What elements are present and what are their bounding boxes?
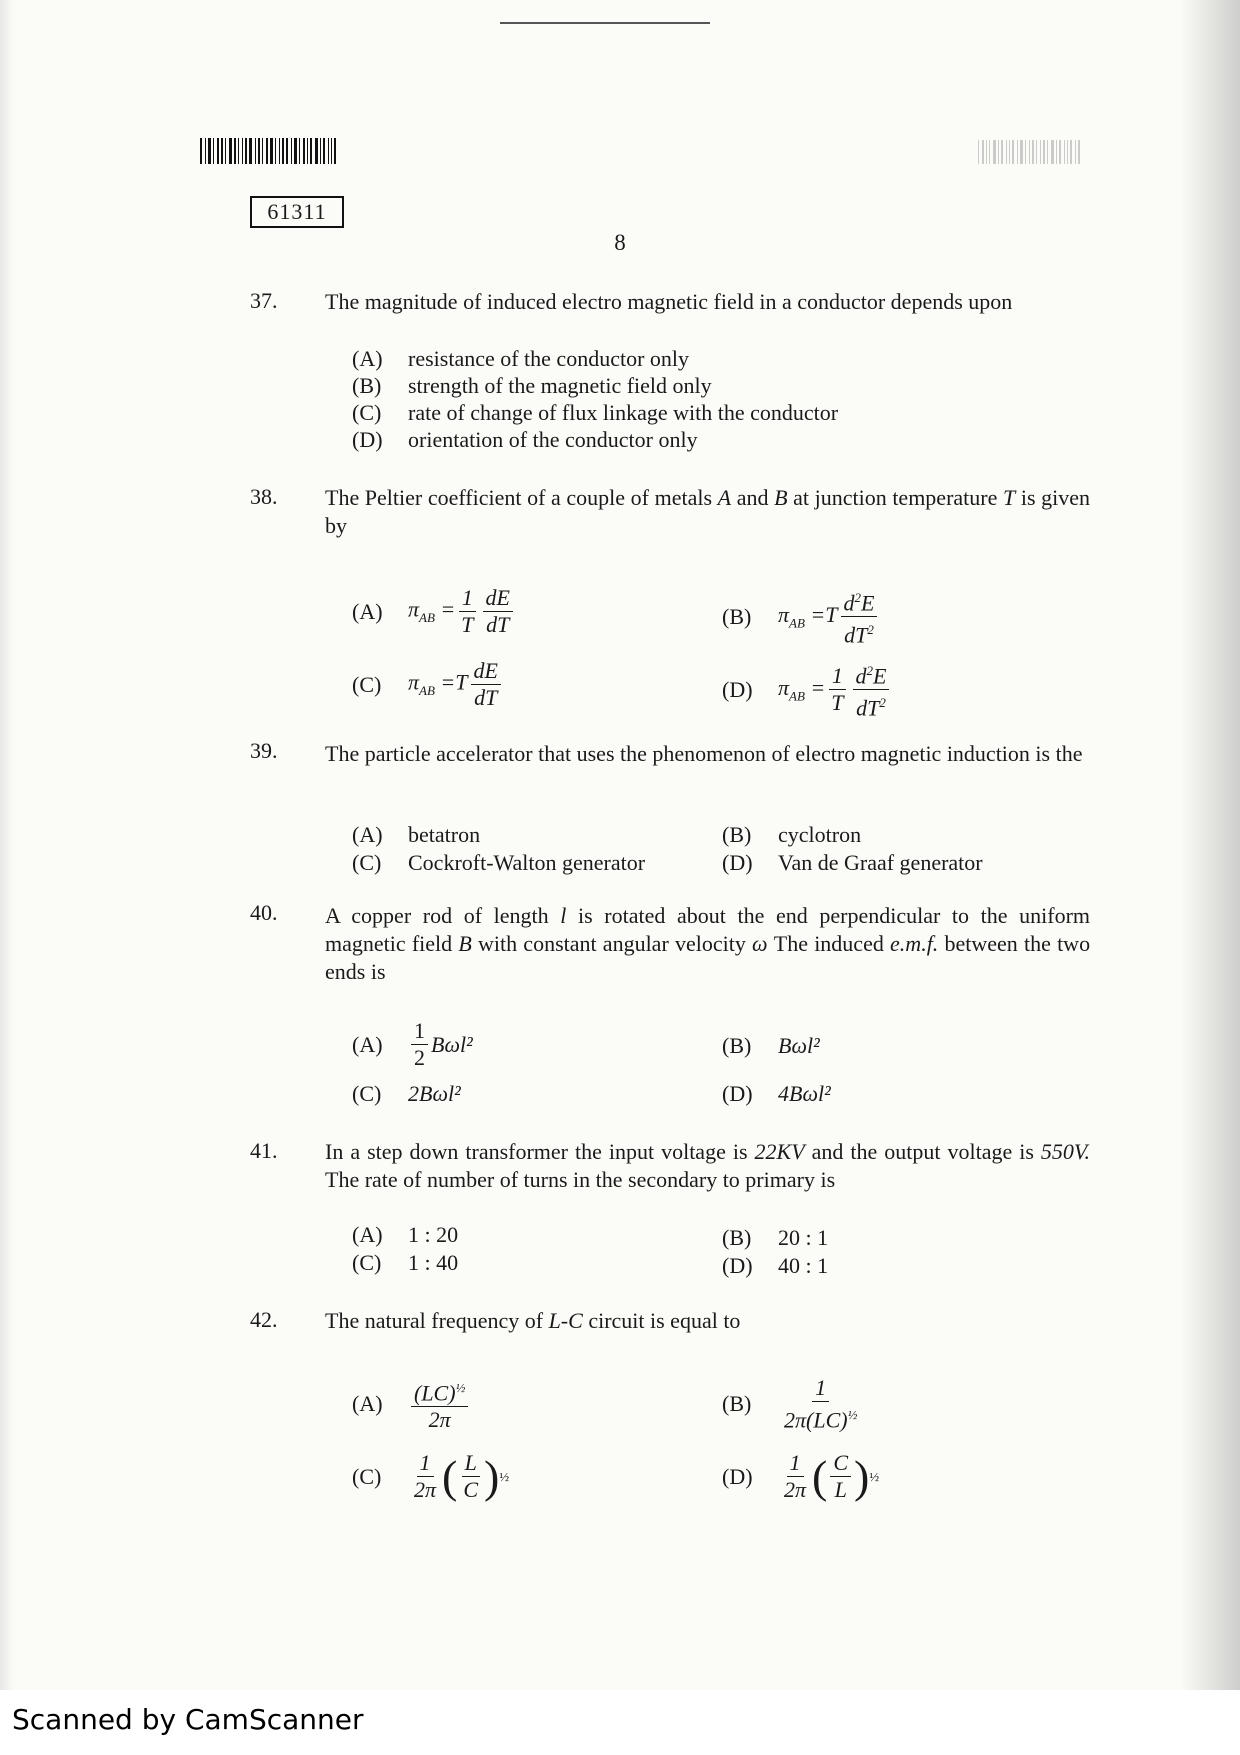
text-run: The rate of number of turns in the secondary to primary is (325, 1167, 836, 1192)
option-text: rate of change of flux linkage with the conductor (408, 400, 839, 425)
formula: $\pi_{AB}$ = $\frac{1}{T}$ $\frac{d^2E}{dT^2}$ (778, 658, 892, 722)
option (722, 1033, 820, 1059)
option-text: Cockroft-Walton generator (408, 850, 646, 875)
barcode-bar (1051, 140, 1054, 164)
option-label: (B) (722, 1391, 752, 1417)
option (352, 1018, 473, 1071)
option: (D) $\frac{1}{2\pi}$ ( $\frac{C}{L}$ ) ½ (722, 1450, 880, 1502)
question-number: 40. (250, 900, 278, 925)
barcode-bar (310, 138, 312, 164)
option-text: resistance of the conductor only (408, 346, 690, 371)
option-label: (A) (352, 1222, 383, 1247)
option-text: 2Bωl² (408, 1081, 461, 1106)
option (722, 1375, 863, 1433)
formula: $\pi_{AB} =T$ $\frac{d^2E}{dT^2}$ (778, 585, 880, 649)
barcode-bar (986, 140, 987, 164)
paper-code-box: 61311 (250, 196, 344, 228)
option-label: (A) (352, 822, 383, 847)
option (352, 372, 838, 399)
barcode-bar (328, 138, 329, 164)
option-label: (C) (352, 1250, 382, 1275)
symbol-emf: e.m.f. (890, 931, 939, 956)
barcode-bar (225, 138, 226, 164)
barcode-bar (249, 138, 252, 164)
barcode-bar (234, 138, 236, 164)
text-run: The induced (773, 931, 884, 956)
option-label: (D) (722, 1463, 753, 1489)
barcode-bar (1036, 140, 1037, 164)
option-label: (D) (722, 1253, 753, 1278)
barcode-bar (315, 138, 318, 164)
option-label: (C) (352, 400, 382, 425)
option-label: (B) (722, 1033, 752, 1058)
option-text: 4Bωl² (778, 1081, 831, 1106)
barcode-bar (255, 138, 256, 164)
text-run: with constant angular velocity (478, 931, 746, 956)
options-list (352, 345, 838, 453)
barcode-bar (989, 140, 990, 164)
option (352, 1222, 458, 1248)
option-label: (A) (352, 1031, 383, 1057)
barcode-bar (242, 138, 243, 164)
text-run: and the output voltage is (811, 1139, 1034, 1164)
barcode-bar (200, 138, 202, 164)
option-text: cyclotron (778, 822, 862, 847)
formula: $\pi_{AB}$ = $\frac{1}{T}$ $\frac{dE}{dT}$ (408, 585, 516, 638)
barcode-bar (1017, 140, 1018, 164)
text-run: at junction temperature (793, 485, 998, 510)
option (722, 658, 892, 722)
option-label: (D) (722, 1081, 753, 1106)
camscanner-watermark: Scanned by CamScanner (0, 1690, 1240, 1755)
barcode-bar (275, 138, 276, 164)
text-run: is rotated about the end perpendicular to the uniform magnetic field (325, 903, 1091, 956)
option (352, 658, 504, 711)
option-text: 1 : 40 (408, 1250, 459, 1275)
option-label: (D) (722, 850, 753, 875)
option (722, 822, 861, 848)
option (352, 822, 480, 848)
option-text: Van de Graaf generator (778, 850, 983, 875)
symbol-b: B (774, 485, 788, 510)
formula: $\pi_{AB} =T$ $\frac{dE}{dT}$ (408, 658, 504, 711)
barcode-bar (294, 138, 297, 164)
text-run: The Peltier coefficient of a couple of metals (325, 485, 713, 510)
option-label: (B) (722, 603, 752, 629)
barcode-bar (270, 138, 273, 164)
barcode-bar (262, 138, 263, 164)
barcode-bar (1043, 140, 1045, 164)
barcode-bar (217, 138, 219, 164)
question-number: 39. (250, 738, 278, 763)
barcode-bar (303, 138, 305, 164)
option (352, 1081, 461, 1107)
option: (C) $\frac{1}{2\pi}$ ( $\frac{L}{C}$ ) ½ (352, 1450, 510, 1502)
text-run: and (736, 485, 769, 510)
option-text: 40 : 1 (778, 1253, 829, 1278)
barcode-bar (331, 138, 332, 164)
formula: $\frac{1}{2\pi}$ (414, 1450, 437, 1502)
option (722, 1081, 831, 1107)
option-label: (D) (722, 676, 753, 702)
top-rule (500, 22, 710, 24)
barcode-bar (286, 138, 288, 164)
barcode-bar (323, 138, 325, 164)
symbol-l: l (560, 903, 567, 928)
barcode-bar (229, 138, 232, 164)
option (722, 1225, 828, 1251)
option-text: Bωl² (431, 1031, 473, 1057)
option-label: (B) (352, 373, 382, 398)
barcode-bar (221, 138, 223, 164)
option (352, 426, 838, 453)
barcode-bar (299, 138, 300, 164)
barcode-bar (1020, 140, 1023, 164)
symbol-t: T (1002, 485, 1016, 510)
question-number: 42. (250, 1307, 278, 1332)
barcode-bar (1009, 140, 1010, 164)
option-text: betatron (408, 822, 481, 847)
option-text: 1 : 20 (408, 1222, 459, 1247)
option-label: (C) (352, 1463, 382, 1489)
option (352, 1375, 471, 1433)
barcode-bar (1059, 140, 1061, 164)
question-text (325, 1138, 1090, 1194)
barcode-bar (205, 138, 206, 164)
option-text: Bωl² (778, 1033, 820, 1058)
option-label: (A) (352, 598, 383, 624)
symbol-a: A (717, 485, 732, 510)
barcode-bar (1029, 140, 1030, 164)
question-text (325, 484, 1090, 540)
text-run: The natural frequency of (325, 1308, 544, 1333)
symbol-omega: ω (752, 931, 768, 956)
barcode-bar (245, 138, 247, 164)
barcode-bar (1006, 140, 1007, 164)
question-number: 41. (250, 1138, 278, 1163)
question-text: The particle accelerator that uses the phenomenon of electro magnetic induction is the (325, 741, 1083, 766)
barcode-bar (982, 140, 984, 164)
option-label: (D) (352, 427, 383, 452)
option-label: (C) (352, 1081, 382, 1106)
option-label: (B) (722, 822, 752, 847)
symbol-b: B (458, 931, 472, 956)
option-text: strength of the magnetic field only (408, 373, 712, 398)
barcode-bar (1012, 140, 1014, 164)
barcode-bar (258, 138, 260, 164)
barcode-bar (213, 138, 214, 164)
barcode-bar (334, 138, 336, 164)
symbol-lc: L-C (548, 1308, 583, 1333)
option-text: orientation of the conductor only (408, 427, 698, 452)
barcode-bar (993, 140, 996, 164)
option-text: 20 : 1 (778, 1225, 829, 1250)
formula-fraction: $\frac{1}{2}$ (411, 1018, 428, 1071)
barcode-bar (291, 138, 292, 164)
question-text (325, 1307, 1090, 1335)
barcode-bar (998, 140, 999, 164)
question-number: 38. (250, 484, 278, 509)
text-run: In a step down transformer the input voltage is (325, 1139, 748, 1164)
option (722, 850, 983, 876)
formula: $\frac{1}{2\pi}$ (784, 1450, 807, 1502)
option-label: (C) (352, 850, 382, 875)
barcode-bar (1040, 140, 1041, 164)
option (352, 1250, 458, 1276)
option (722, 585, 880, 649)
page-number: 8 (614, 230, 626, 255)
text-run: A copper rod of length (325, 903, 549, 928)
option-label: (C) (352, 671, 382, 697)
text-run: is given by (325, 485, 1091, 538)
option-label: (B) (722, 1225, 752, 1250)
formula: $\frac{1}{2\pi(LC)^{\frac{1}{2}}}$ (784, 1375, 858, 1433)
text-run: circuit is equal to (588, 1308, 741, 1333)
input-voltage: 22KV (754, 1139, 805, 1164)
option (722, 1253, 828, 1279)
barcode-bar (978, 140, 979, 164)
barcode-bar (1047, 140, 1048, 164)
barcode-bar (1070, 140, 1072, 164)
barcode-bar (1067, 140, 1068, 164)
question-number: 37. (250, 288, 278, 313)
option-label: (A) (352, 346, 383, 371)
barcode-bar (320, 138, 321, 164)
barcode-bar (1064, 140, 1065, 164)
barcode-bar (208, 138, 211, 164)
barcode-image (200, 138, 360, 164)
question-text (325, 902, 1090, 986)
text-run: between the two ends is (325, 931, 1091, 984)
barcode-bar (282, 138, 284, 164)
barcode-bar (1032, 140, 1034, 164)
barcode-bar (1025, 140, 1026, 164)
output-voltage: 550V. (1040, 1139, 1091, 1164)
barcode-bar (1056, 140, 1057, 164)
barcode-bar (307, 138, 308, 164)
barcode-bar (1075, 140, 1076, 164)
formula: $\frac{(LC)^{\frac{1}{2}}}{2\pi}$ (411, 1375, 468, 1433)
barcode-bar (1001, 140, 1003, 164)
option (352, 345, 838, 372)
barcode-bar (266, 138, 268, 164)
question-text: The magnitude of induced electro magnetic field in a conductor depends upon (325, 289, 1013, 314)
option (352, 850, 645, 876)
barcode-bar (238, 138, 239, 164)
option-label: (A) (352, 1391, 383, 1417)
option (352, 585, 516, 638)
barcode-bar (279, 138, 280, 164)
faint-barcode-image (978, 140, 1118, 164)
barcode-bar (1078, 140, 1080, 164)
option (352, 399, 838, 426)
